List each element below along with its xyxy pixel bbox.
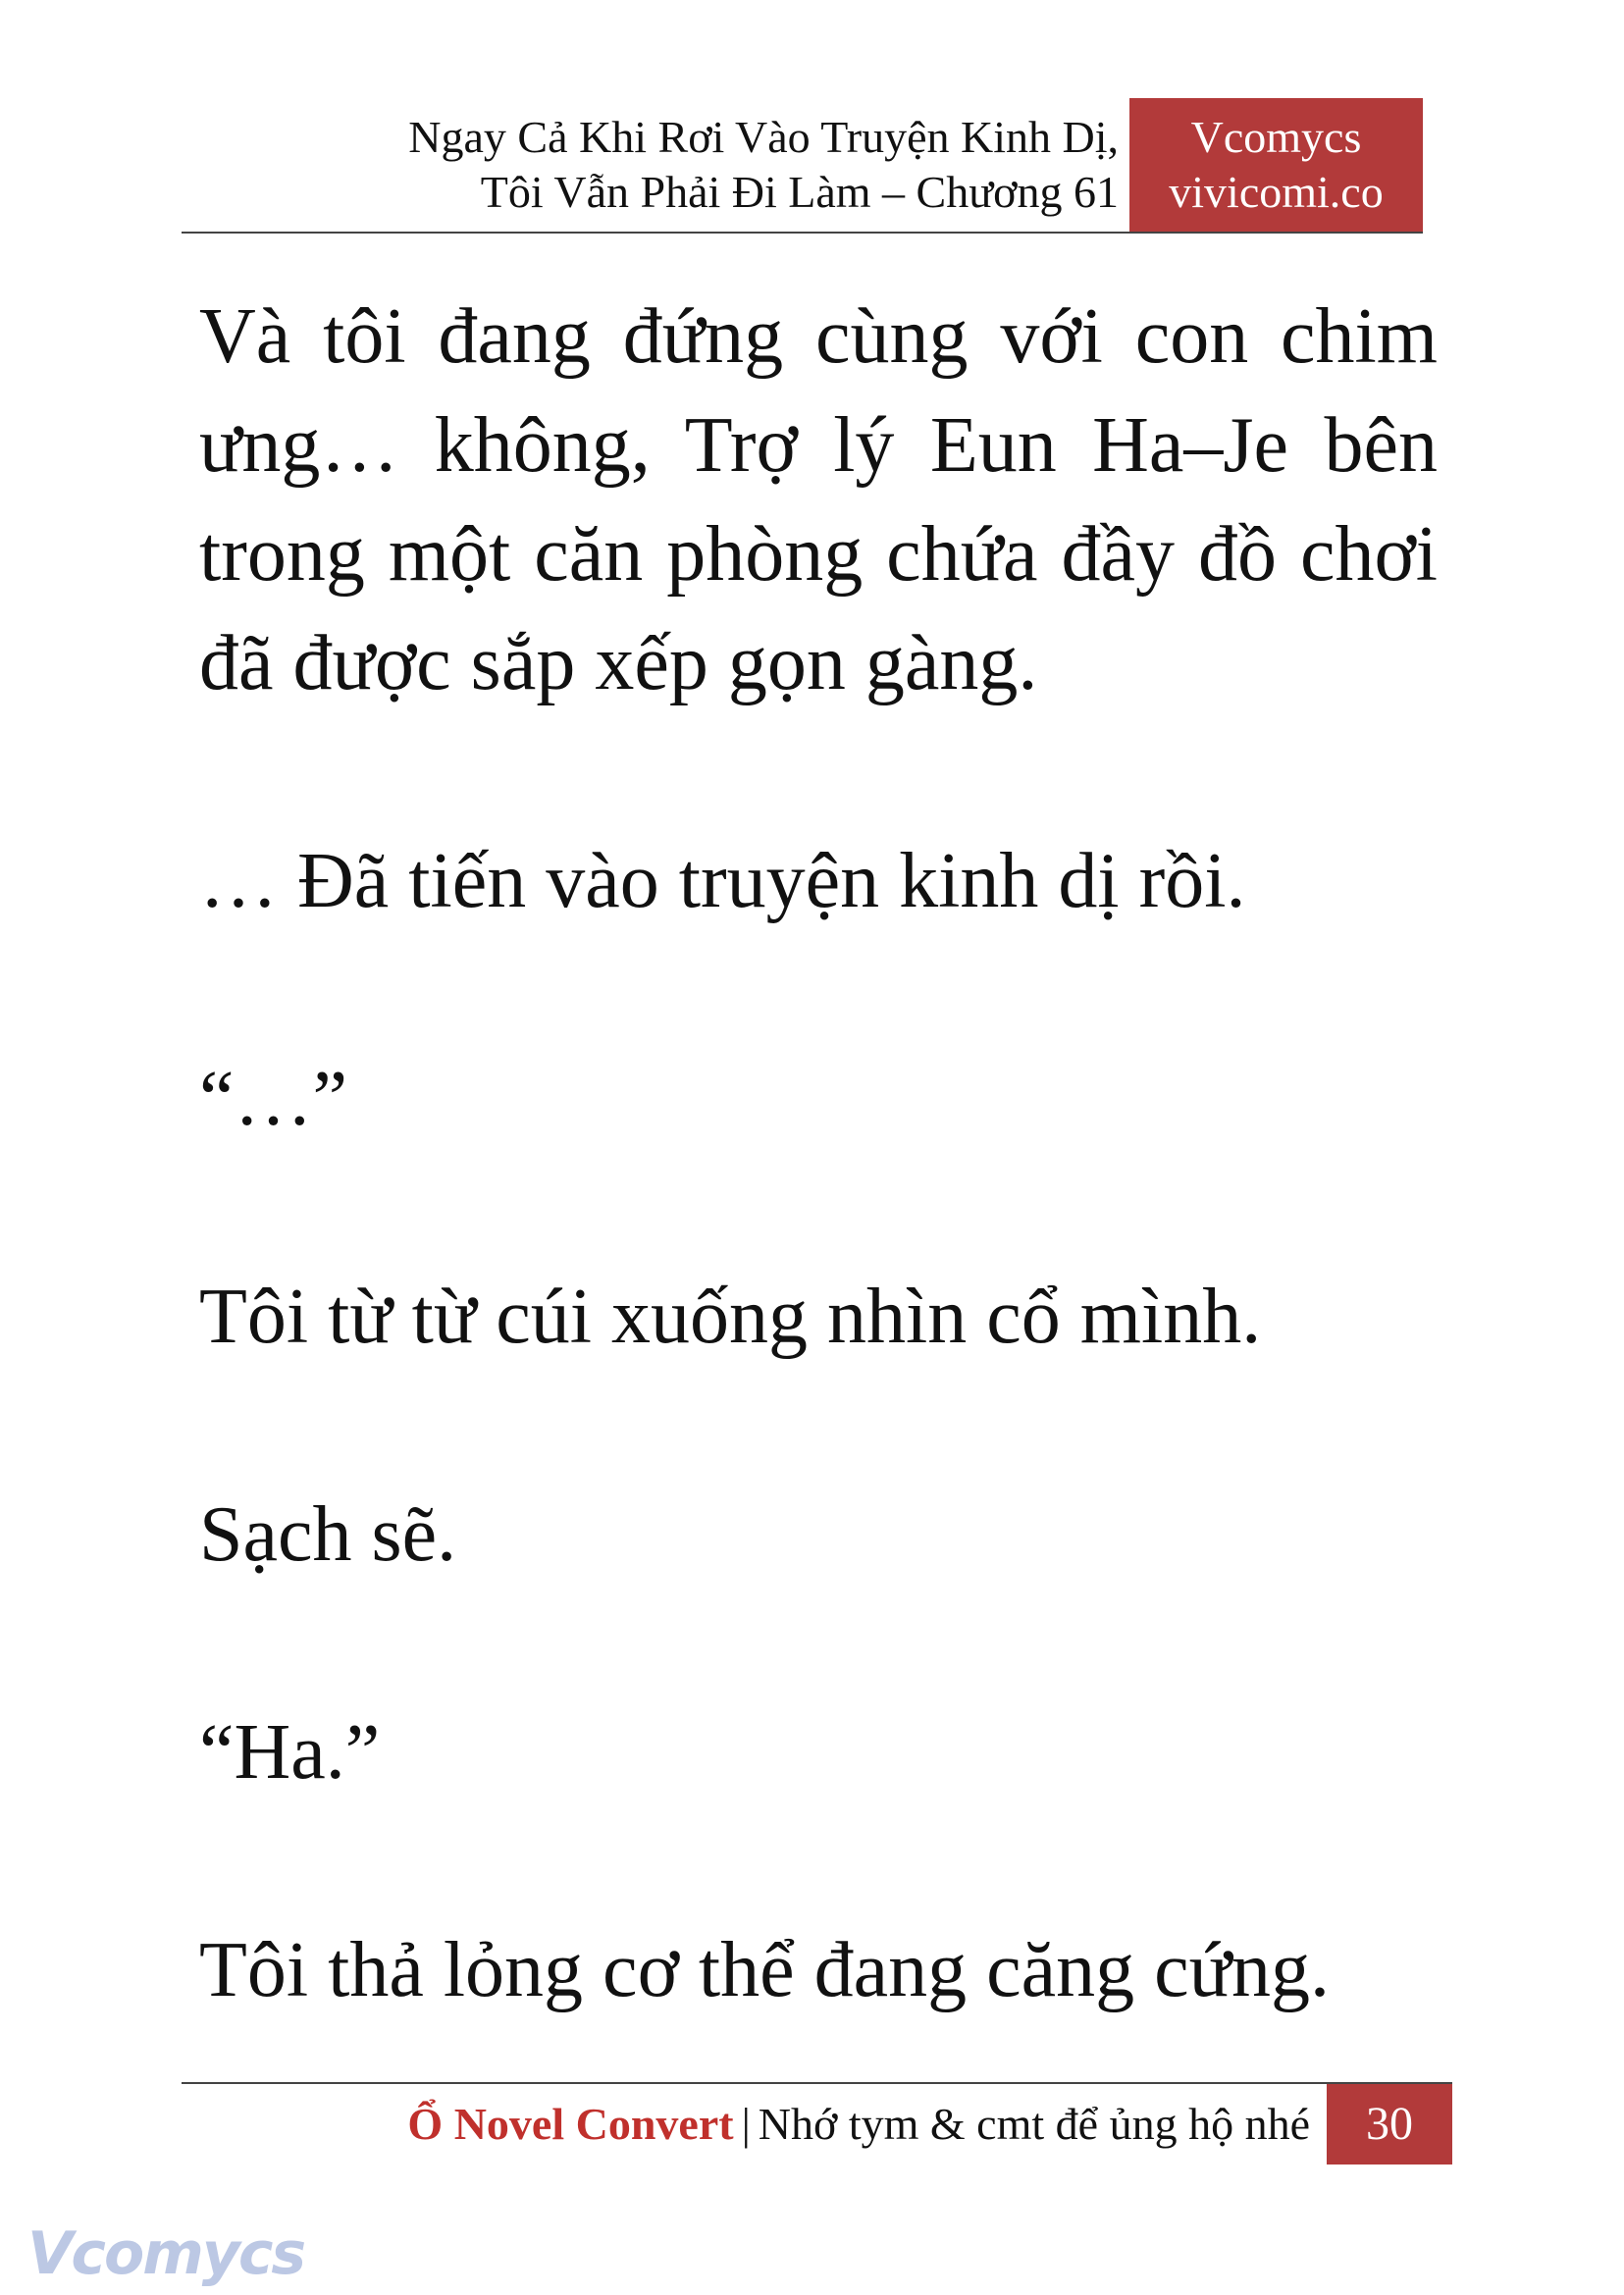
site-badge-name: Vcomycs	[1190, 112, 1362, 162]
site-badge	[1129, 98, 1423, 232]
watermark-logo: Vcomycs	[27, 2219, 305, 2288]
footer-text	[407, 2084, 1310, 2165]
paragraph: Sạch sẽ.	[199, 1491, 457, 1578]
site-badge-url: vivicomi.co	[1169, 167, 1384, 217]
chapter-title	[408, 110, 1119, 220]
footer-brand: Ổ Novel Convert	[407, 2099, 734, 2149]
page-footer	[182, 2082, 1452, 2165]
page-number: 30	[1327, 2084, 1452, 2165]
paragraph: Tôi thả lỏng cơ thể đang căng cứng.	[199, 1927, 1330, 2013]
paragraph: Và tôi đang đứng cùng với con chim ưng… không, Trợ lý Eun Ha–Je bên trong một căn phòng chứa đầy đồ chơi đã được sắp xếp gọn gàng.	[199, 293, 1438, 706]
paragraph: “Ha.”	[199, 1709, 381, 1796]
paragraph: Tôi từ từ cúi xuống nhìn cổ mình.	[199, 1274, 1262, 1360]
chapter-title-line-2: Tôi Vẫn Phải Đi Làm – Chương 61	[480, 167, 1119, 217]
paragraph: “…”	[199, 1056, 348, 1142]
chapter-title-line-1: Ngay Cả Khi Rơi Vào Truyện Kinh Dị,	[408, 112, 1119, 162]
page-header	[182, 98, 1423, 234]
footer-separator: |	[741, 2099, 751, 2149]
chapter-body	[199, 283, 1438, 2134]
paragraph: … Đã tiến vào truyện kinh dị rồi.	[199, 838, 1246, 924]
footer-note: Nhớ tym & cmt để ủng hộ nhé	[758, 2099, 1310, 2149]
